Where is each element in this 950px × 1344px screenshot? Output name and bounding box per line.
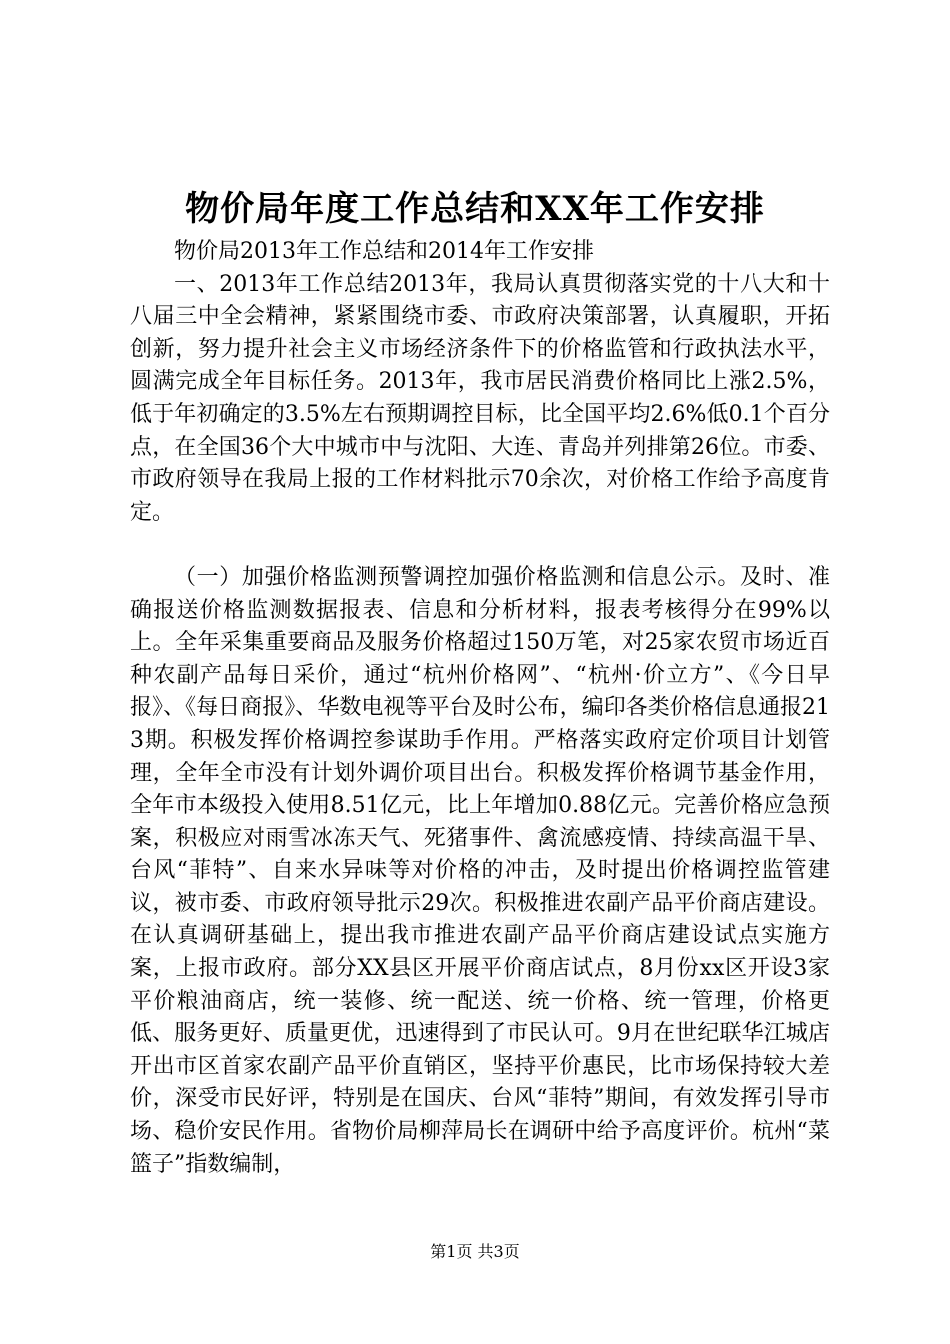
paragraph-price-monitoring: （一）加强价格监测预警调控加强价格监测和信息公示。及时、准确报送价格监测数据报表、信息和分析材料，报表考核得分在99%以上。全年采集重要商品及服务价格超过150万笔，对25家农贸市场近百种农副产品每日采价，通过“杭州价格网”、“杭州·价立方”、《今日早报》、《每日商报》、华数电视等平台及时公布，编印各类价格信息通报213期。积极发挥价格调控参谋助手作用。严格落实政府定价项目计划管理，全年全市没有计划外调价项目出台。积极发挥价格调节基金作用，全年市本级投入使用8.51亿元，比上年增加0.88亿元。完善价格应急预案，积极应对雨雪冰冻天气、死猪事件、禽流感疫情、持续高温干旱、台风“菲特”、自来水异味等对价格的冲击，及时提出价格调控监管建议，被市委、市政府领导批示29次。积极推进农副产品平价商店建设。在认真调研基础上，提出我市推进农副产品平价商店建设试点实施方案，上报市政府。部分XX县区开展平价商店试点，8月份xx区开设3家平价粮油商店，统一装修、统一配送、统一价格、统一管理，价格更低、服务更好、质量更优，迅速得到了市民认可。9月在世纪联华江城店开出市区首家农副产品平价直销区，坚持平价惠民，比市场保持较大差价，深受市民好评，特别是在国庆、台风“菲特”期间，有效发挥引导市场、稳价安民作用。省物价局柳萍局长在调研中给予高度评价。杭州“菜篮子”指数编制， — [130, 564, 830, 1177]
paragraph-summary: 一、2013年工作总结2013年，我局认真贯彻落实党的十八大和十八届三中全会精神，紧紧围绕市委、市政府决策部署，认真履职，开拓创新，努力提升社会主义市场经济条件下的价格监管和行政执法水平，圆满完成全年目标任务。2013年，我市居民消费价格同比上涨2.5%，低于年初确定的3.5%左右预期调控目标，比全国平均2.6%低0.1个百分点，在全国36个大中城市中与沈阳、大连、青岛并列排第26位。市委、市政府领导在我局上报的工作材料批示70余次，对价格工作给予高度肯定。 — [130, 271, 830, 525]
document-title: 物价局年度工作总结和XX年工作安排 — [185, 189, 765, 229]
document-body — [130, 236, 830, 1181]
document-subtitle: 物价局2013年工作总结和2014年工作安排 — [174, 239, 594, 264]
page-footer: 第1页 共3页 — [430, 1242, 520, 1261]
